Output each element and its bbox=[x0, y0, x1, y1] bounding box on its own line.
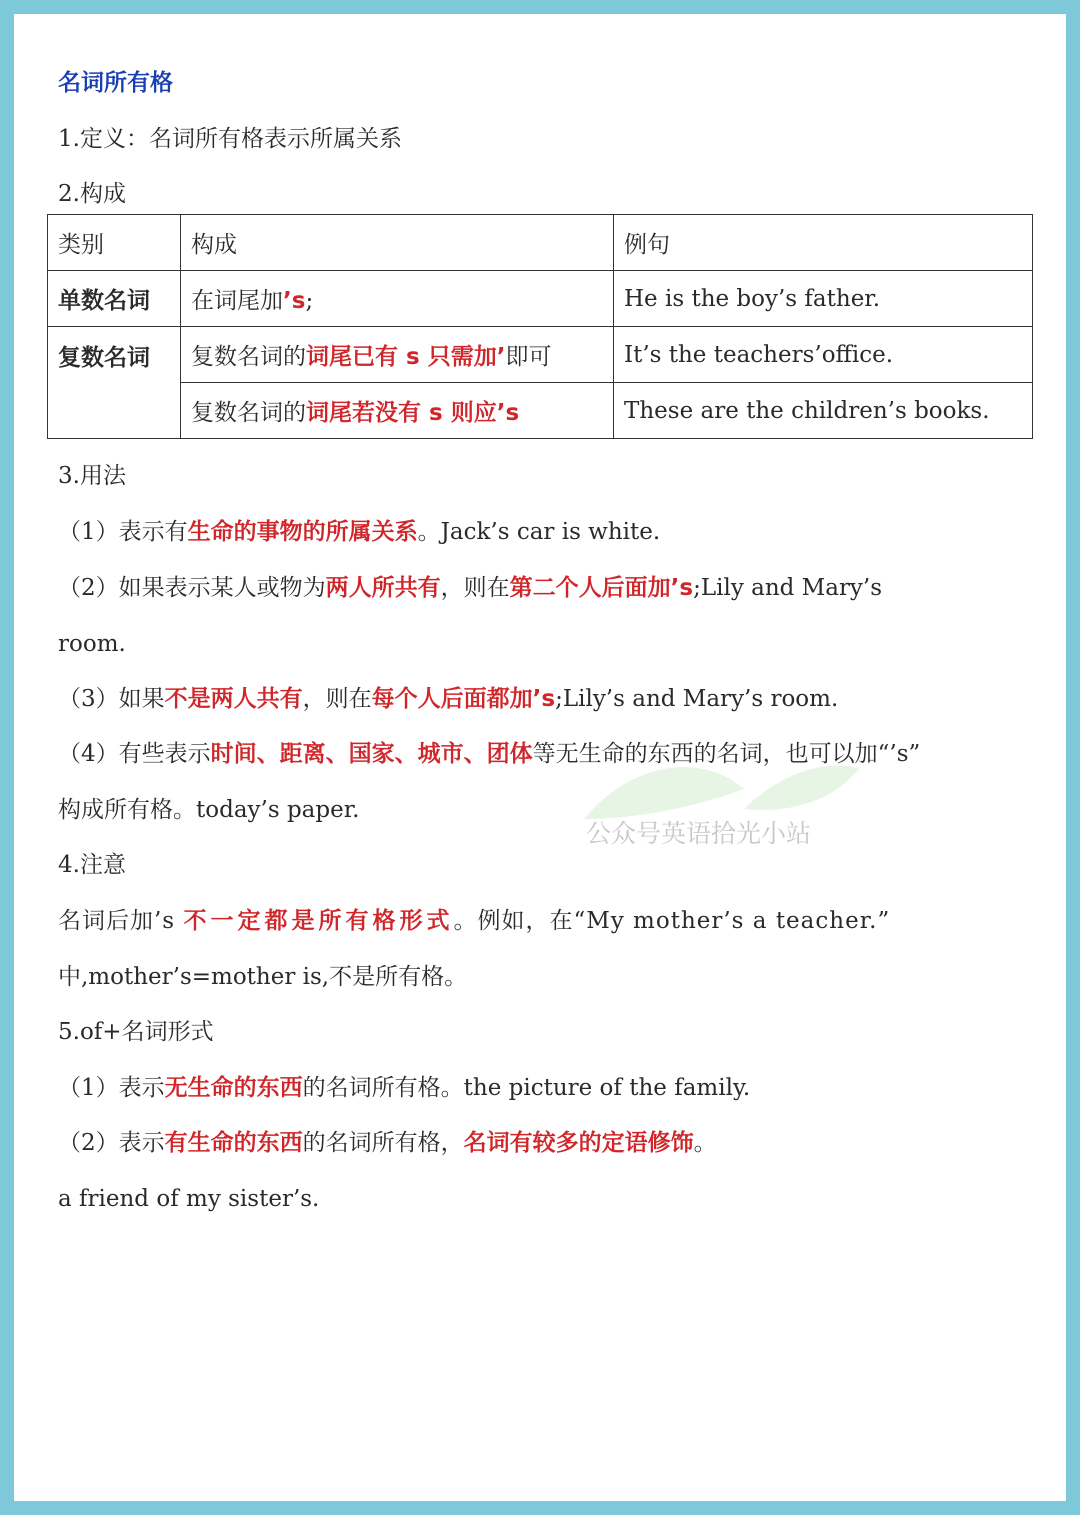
formation-text: 复数名词的 bbox=[191, 400, 306, 426]
usage-highlight: 每个人后面都加’s bbox=[371, 686, 556, 712]
section-usage: 3.用法 bbox=[58, 463, 126, 489]
usage-highlight: 时间、距离、国家、城市、团体 bbox=[210, 741, 533, 767]
note-line-1 bbox=[58, 906, 1036, 936]
document-page bbox=[14, 14, 1066, 1501]
note-text: 。例如，在“My mother’s a teacher.” bbox=[453, 908, 891, 934]
usage-item-2-cont: room. bbox=[58, 631, 126, 657]
formation-highlight: 词尾已有 s 只需加’ bbox=[306, 344, 506, 370]
row-example: He is the boy’s father. bbox=[614, 271, 1033, 327]
table-header-row bbox=[48, 215, 1033, 271]
note-highlight: 不一定都是所有格形式 bbox=[183, 908, 454, 934]
row-example: These are the children’s books. bbox=[614, 383, 1033, 439]
of-form-text: 的名词所有格。the picture of the family. bbox=[302, 1075, 751, 1101]
table-row bbox=[48, 327, 1033, 383]
table-row bbox=[48, 271, 1033, 327]
formation-text: 在词尾加 bbox=[191, 288, 283, 314]
note-text: 名词后加’s bbox=[58, 908, 184, 934]
row-example: It’s the teachers’office. bbox=[614, 327, 1033, 383]
usage-item-4-cont: 构成所有格。today’s paper. bbox=[58, 797, 360, 823]
section-definition: 1.定义：名词所有格表示所属关系 bbox=[58, 126, 402, 152]
row-formation bbox=[181, 327, 614, 383]
usage-highlight: 两人所共有 bbox=[325, 575, 441, 601]
usage-text: （4）有些表示 bbox=[58, 741, 211, 767]
usage-text: ，则在 bbox=[302, 686, 372, 712]
of-form-text: （2）表示 bbox=[58, 1130, 165, 1156]
formation-table bbox=[47, 214, 1033, 439]
header-category: 类别 bbox=[48, 215, 181, 271]
of-form-text: 的名词所有格， bbox=[302, 1130, 464, 1156]
formation-text: 即可 bbox=[505, 344, 552, 370]
usage-item-1 bbox=[58, 517, 1036, 547]
header-example: 例句 bbox=[614, 215, 1033, 271]
of-form-text: 。 bbox=[693, 1130, 717, 1156]
usage-highlight: 第二个人后面加’s bbox=[509, 575, 694, 601]
of-form-highlight: 名词有较多的定语修饰 bbox=[463, 1130, 694, 1156]
formation-text: ; bbox=[305, 288, 314, 314]
page-title: 名词所有格 bbox=[58, 70, 173, 96]
row-formation bbox=[181, 383, 614, 439]
header-formation: 构成 bbox=[181, 215, 614, 271]
usage-highlight: 生命的事物的所属关系 bbox=[187, 519, 418, 545]
of-form-item-2 bbox=[58, 1128, 1036, 1158]
row-formation bbox=[181, 271, 614, 327]
usage-text: 。Jack’s car is white. bbox=[417, 519, 661, 545]
formation-text: 复数名词的 bbox=[191, 344, 306, 370]
of-form-item-1 bbox=[58, 1073, 1036, 1103]
section-of-form: 5.of+名词形式 bbox=[58, 1019, 214, 1045]
formation-highlight: ’s bbox=[283, 288, 306, 314]
usage-item-4 bbox=[58, 739, 1036, 769]
of-form-text: （1）表示 bbox=[58, 1075, 165, 1101]
usage-text: （3）如果 bbox=[58, 686, 165, 712]
row-category-singular: 单数名词 bbox=[48, 271, 181, 327]
of-form-item-2-cont: a friend of my sister’s. bbox=[58, 1186, 320, 1212]
of-form-highlight: 有生命的东西 bbox=[164, 1130, 303, 1156]
section-formation: 2.构成 bbox=[58, 181, 126, 207]
of-form-highlight: 无生命的东西 bbox=[164, 1075, 303, 1101]
usage-text: ;Lily and Mary’s bbox=[693, 575, 883, 601]
usage-item-3 bbox=[58, 684, 1036, 714]
usage-highlight: 不是两人共有 bbox=[164, 686, 303, 712]
row-category-plural: 复数名词 bbox=[48, 327, 181, 439]
note-line-2: 中,mother’s=mother is,不是所有格。 bbox=[58, 964, 468, 990]
table-row bbox=[48, 383, 1033, 439]
usage-text: （1）表示有 bbox=[58, 519, 188, 545]
usage-text: （2）如果表示某人或物为 bbox=[58, 575, 326, 601]
formation-highlight: 词尾若没有 s 则应’s bbox=[306, 400, 520, 426]
usage-item-2 bbox=[58, 573, 1036, 603]
usage-text: ;Lily’s and Mary’s room. bbox=[555, 686, 839, 712]
section-note: 4.注意 bbox=[58, 852, 126, 878]
usage-text: 等无生命的东西的名词，也可以加“’s” bbox=[532, 741, 921, 767]
watermark-text: 公众号英语拾光小站 bbox=[586, 819, 812, 848]
usage-text: ，则在 bbox=[440, 575, 510, 601]
